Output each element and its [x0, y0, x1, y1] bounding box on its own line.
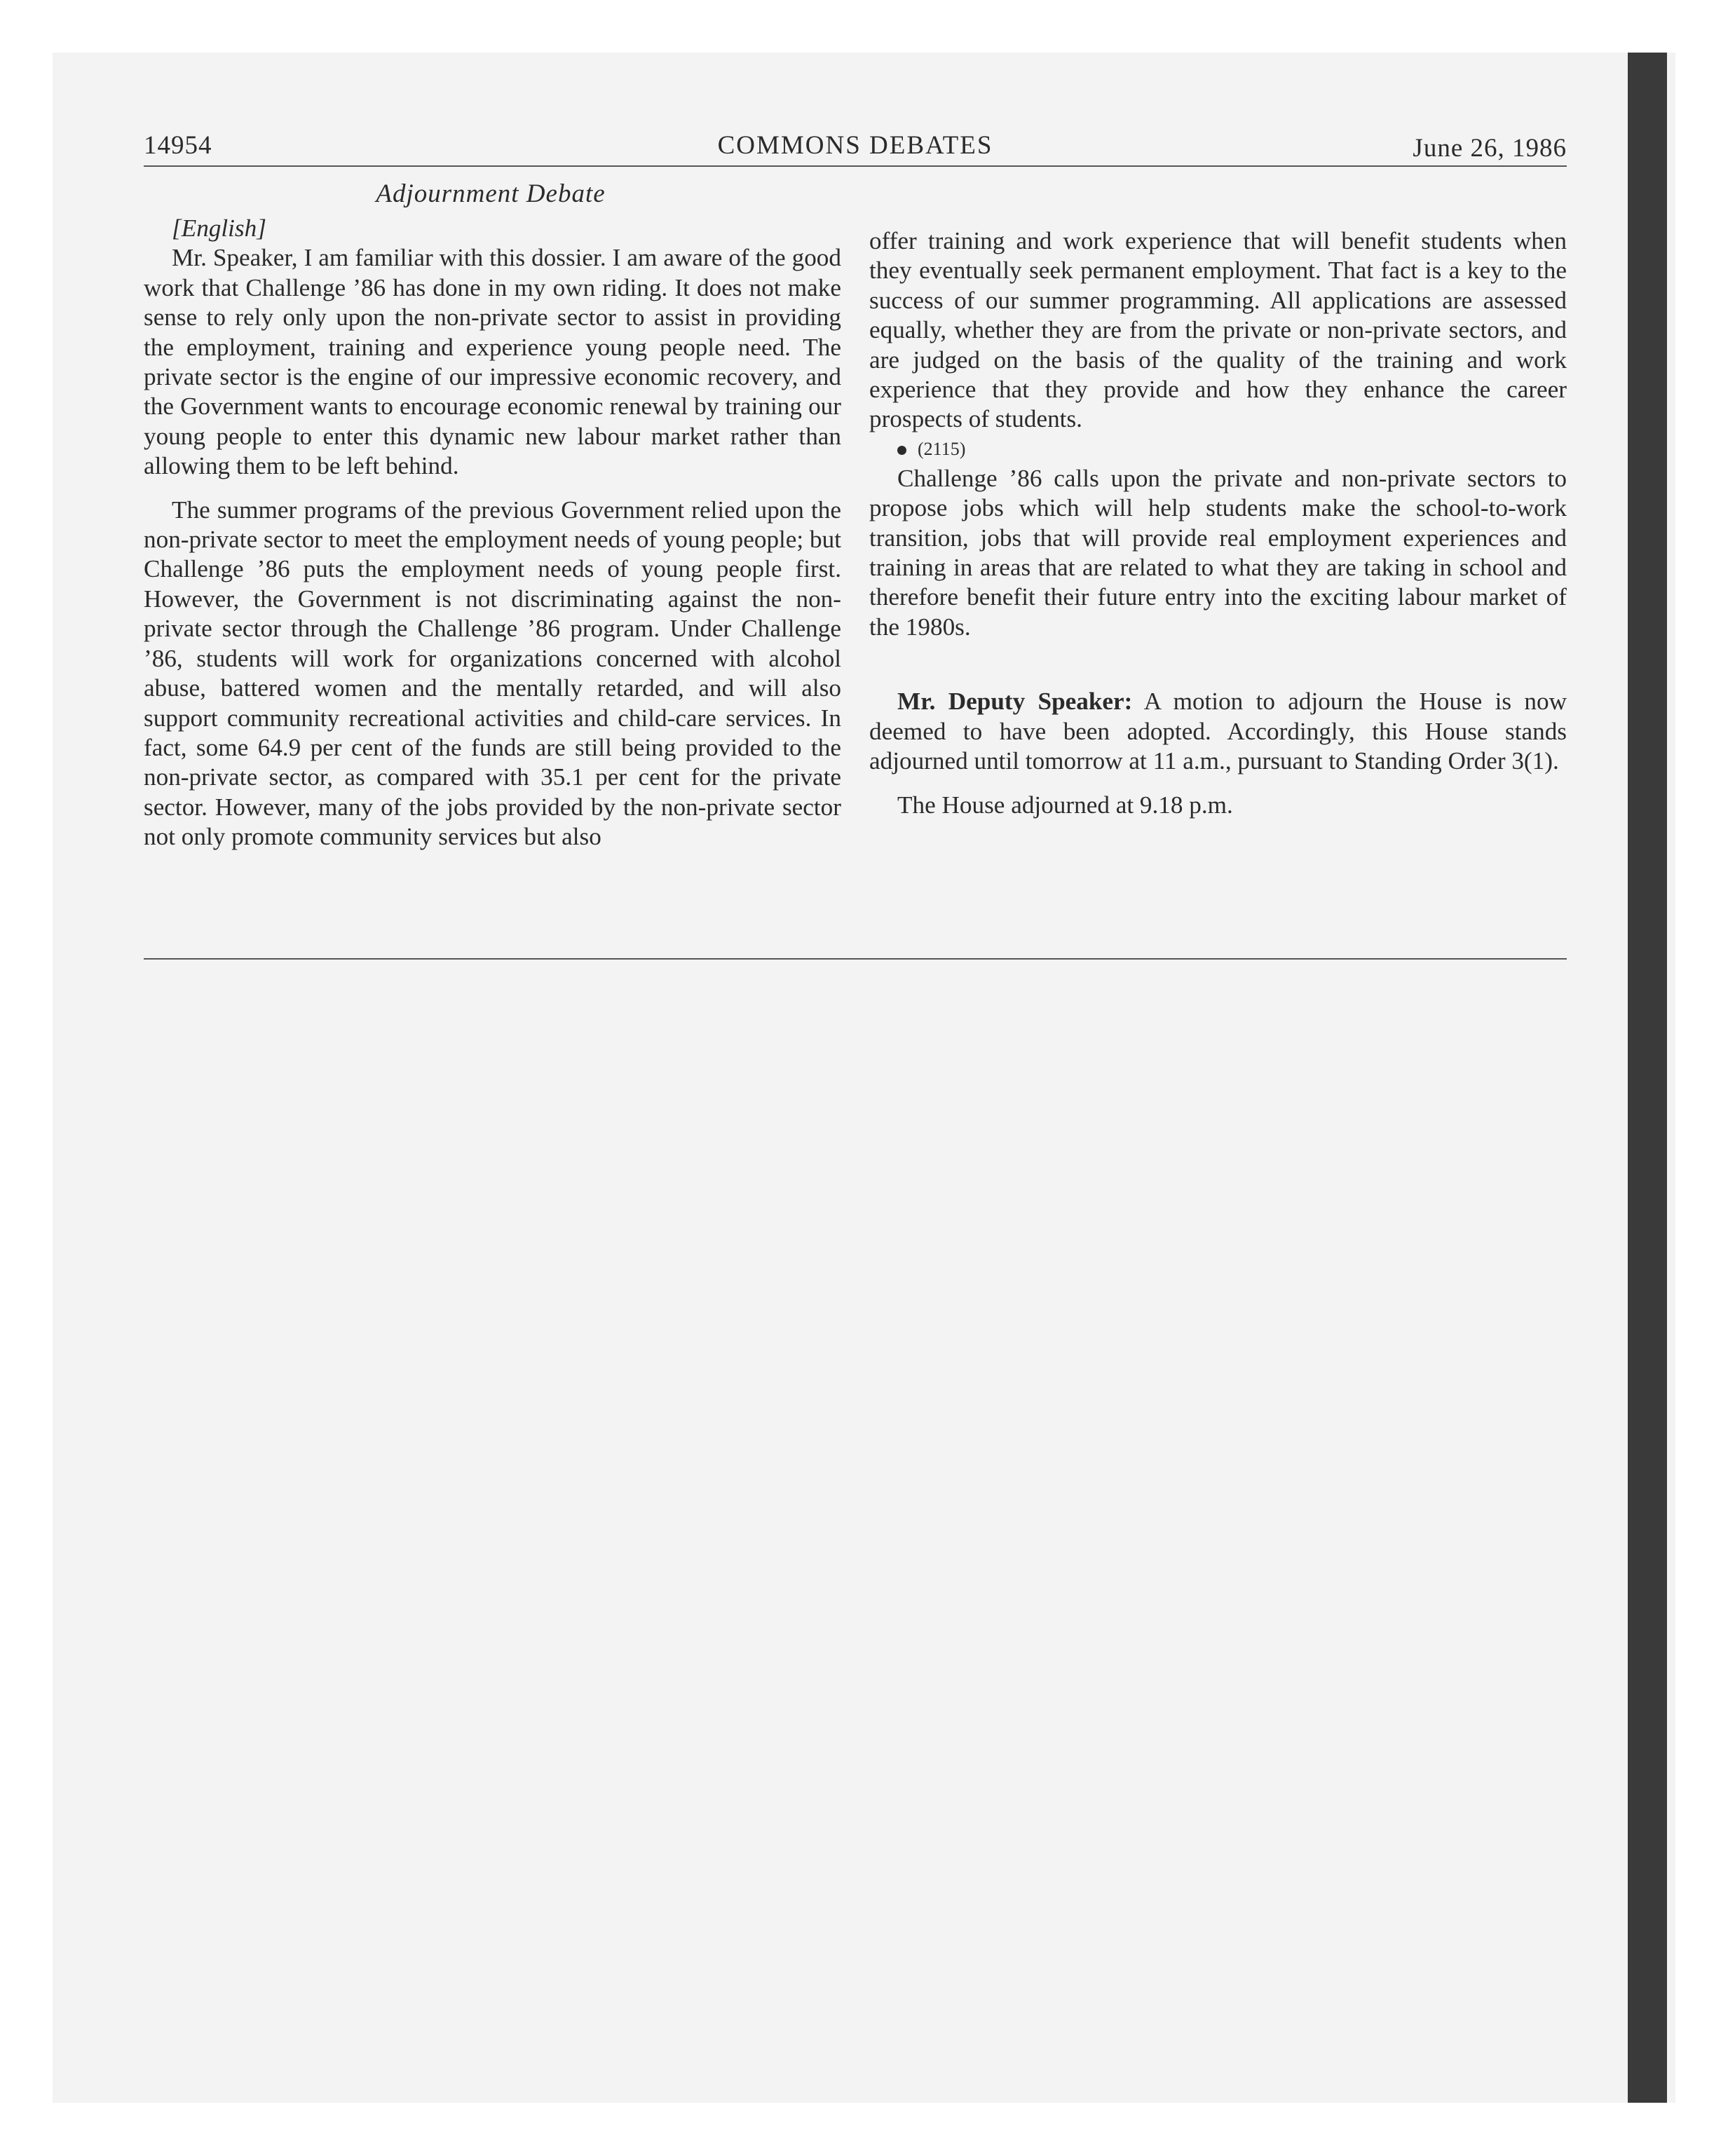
section-title: Adjournment Debate — [376, 179, 606, 208]
language-tag: [English] — [172, 214, 266, 242]
header-date: June 26, 1986 — [1413, 134, 1567, 163]
page-number: 14954 — [144, 131, 212, 160]
continued-paragraph: offer training and work experience that will benefit students when they eventually seek permanent employment. That fact is a key to the success of our summer programming. All applications are assessed equally, whether they are from the private or non-private sectors, and are judged on the basis of the quality of the training and work experience that they provide and how they enhance the career prospects of students. — [869, 227, 1567, 433]
speaker-name: Mr. Deputy Speaker: — [897, 688, 1133, 716]
paragraph: The summer programs of the previous Government relied upon the non-private sector to meet the employment needs of young people; but Challenge ’86 puts the employment needs of young people first. However, the Government is not discriminating against the non-private sector through the Challenge ’86 program. Under Challenge ’86, students will work for organizations concerned with alcohol abuse, battered women and the mentally retarded, and will also support community recreational activities and child-care services. In fact, some 64.9 per cent of the funds are still being provided to the non-private sector, as compared with 35.1 per cent for the private sector. However, many of the jobs provided by the non-private sector not only promote community services but also — [144, 496, 841, 851]
page-header — [144, 126, 1567, 167]
paragraph: Challenge ’86 calls upon the private and non-private sectors to propose jobs which will help students make the school-to-work transition, jobs that will provide real employment experiences and training in areas that are related to what they are taking in school and therefore benefit their future entry into the exciting labour market of the 1980s. — [869, 464, 1567, 641]
closing-line: The House adjourned at 9.18 p.m. — [897, 791, 1233, 819]
timestamp-marker — [869, 435, 1567, 464]
journal-title: COMMONS DEBATES — [717, 131, 993, 160]
left-column — [144, 214, 841, 852]
timestamp: (2115) — [918, 438, 966, 459]
bottom-rule — [144, 958, 1567, 960]
paragraph: Mr. Speaker, I am familiar with this dossier. I am aware of the good work that Challenge ’86 has done in my own riding. It does not make sense to rely only upon the non-private sector to assist in providing the employment, training and experience young people need. The private sector is the engine of our impressive economic recovery, and the Government wants to encourage economic renewal by training our young people to enter this dynamic new labour market rather than allowing them to be left behind. — [144, 244, 841, 480]
right-column — [869, 226, 1567, 820]
scan-edge-shadow — [1628, 53, 1667, 2103]
bullet-icon — [897, 446, 906, 455]
speaker-text: A motion to adjourn the House is now deemed to have been adopted. Accordingly, this House stands adjourned until tomorrow at 11 a.m., pursuant to Standing Order 3(1). — [869, 688, 1567, 775]
speaker-paragraph — [869, 687, 1567, 776]
